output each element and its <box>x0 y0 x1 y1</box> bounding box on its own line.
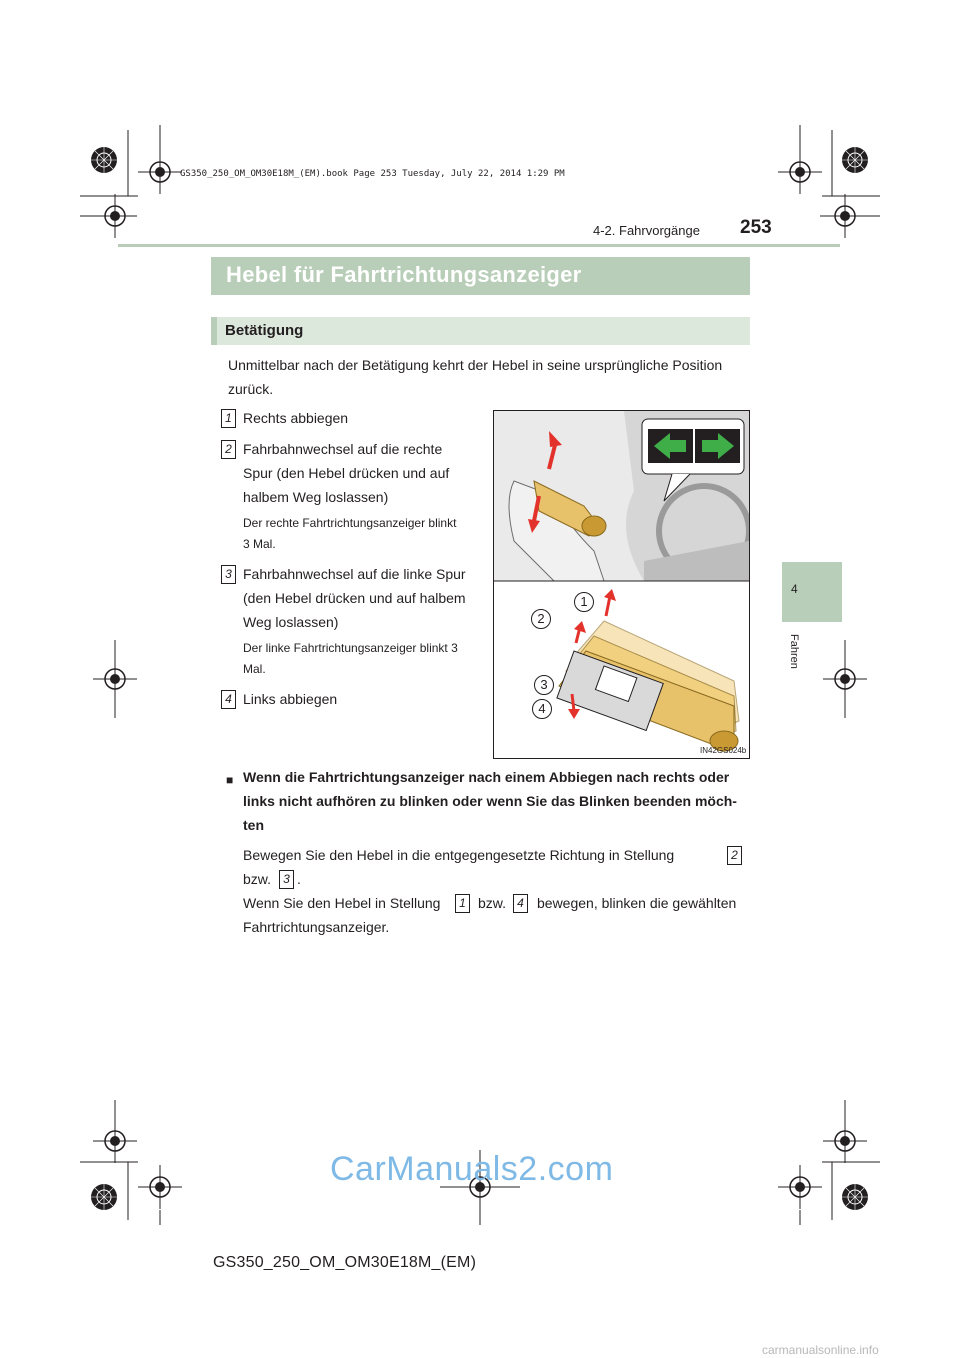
section-label: 4-2. Fahrvorgänge <box>593 223 700 238</box>
item-3-note-1: Der linke Fahrtrichtungsanzeiger blinkt 3 <box>243 641 458 655</box>
intro-line-1: Unmittelbar nach der Betätigung kehrt der Hebel in seine ursprüngliche Position <box>228 357 723 373</box>
bullet-paragraph-1b: bzw. <box>243 871 272 887</box>
callout-2: 2 <box>531 609 551 629</box>
chapter-number: 4 <box>791 582 798 596</box>
item-2-line-3: halbem Weg loslassen) <box>243 489 389 505</box>
item-2-note-1: Der rechte Fahrtrichtungsanzeiger blinkt <box>243 516 457 530</box>
callout-3: 3 <box>534 675 554 695</box>
bullet-heading-line-1: Wenn die Fahrtrichtungsanzeiger nach einem Abbiegen nach rechts oder <box>243 769 730 785</box>
subsection-title: Betätigung <box>225 322 304 339</box>
item-number-3: 3 <box>221 565 236 584</box>
item-2-line-2: Spur (den Hebel drücken und auf <box>243 465 450 481</box>
bullet-symbol: ■ <box>226 773 234 787</box>
bullet-paragraph-2a: Wenn Sie den Hebel in Stellung <box>243 895 441 911</box>
item-1-text: Rechts abbiegen <box>243 410 349 426</box>
ref-3: 3 <box>279 870 294 889</box>
bullet-paragraph-1c: . <box>297 871 301 887</box>
item-2-note-2: 3 Mal. <box>243 537 276 551</box>
header-rule <box>118 244 840 247</box>
watermark: CarManuals2.com <box>330 1150 614 1188</box>
item-3-note-2: Mal. <box>243 662 266 676</box>
ref-1: 1 <box>455 894 470 913</box>
turn-signal-illustration <box>493 410 750 759</box>
page-number: 253 <box>740 217 772 238</box>
bullet-heading-line-2: links nicht aufhören zu blinken oder wenn Sie das Blinken beenden möch- <box>243 793 737 809</box>
item-number-2: 2 <box>221 440 236 459</box>
bullet-heading-line-3: ten <box>243 817 264 833</box>
ref-4: 4 <box>513 894 528 913</box>
callout-4: 4 <box>532 699 552 719</box>
corner-watermark: carmanualsonline.info <box>762 1343 879 1357</box>
item-2-line-1: Fahrbahnwechsel auf die rechte <box>243 441 443 457</box>
item-3-line-3: Weg loslassen) <box>243 614 339 630</box>
chapter-label: Fahren <box>788 634 800 669</box>
item-number-1: 1 <box>221 409 236 428</box>
intro-line-2: zurück. <box>228 381 274 397</box>
book-info-line: GS350_250_OM_OM30E18M_(EM).book Page 253 Tuesday, July 22, 2014 1:29 PM <box>180 169 565 179</box>
callout-1: 1 <box>574 592 594 612</box>
item-3-line-2: (den Hebel drücken und auf halbem <box>243 590 466 606</box>
illustration-code: IN42GS024b <box>700 746 747 755</box>
bullet-paragraph-2-line-2: Fahrtrichtungsanzeiger. <box>243 919 390 935</box>
bullet-paragraph-2c: bewegen, blinken die gewählten <box>537 895 737 911</box>
page-title: Hebel für Fahrtrichtungsanzeiger <box>226 262 582 287</box>
ref-2: 2 <box>727 846 742 865</box>
item-number-4: 4 <box>221 690 236 709</box>
footer-code: GS350_250_OM_OM30E18M_(EM) <box>213 1254 477 1271</box>
bullet-paragraph-2b: bzw. <box>478 895 507 911</box>
bullet-paragraph-1a: Bewegen Sie den Hebel in die entgegengesetzte Richtung in Stellung <box>243 847 675 863</box>
item-4-text: Links abbiegen <box>243 691 338 707</box>
item-3-line-1: Fahrbahnwechsel auf die linke Spur <box>243 566 466 582</box>
